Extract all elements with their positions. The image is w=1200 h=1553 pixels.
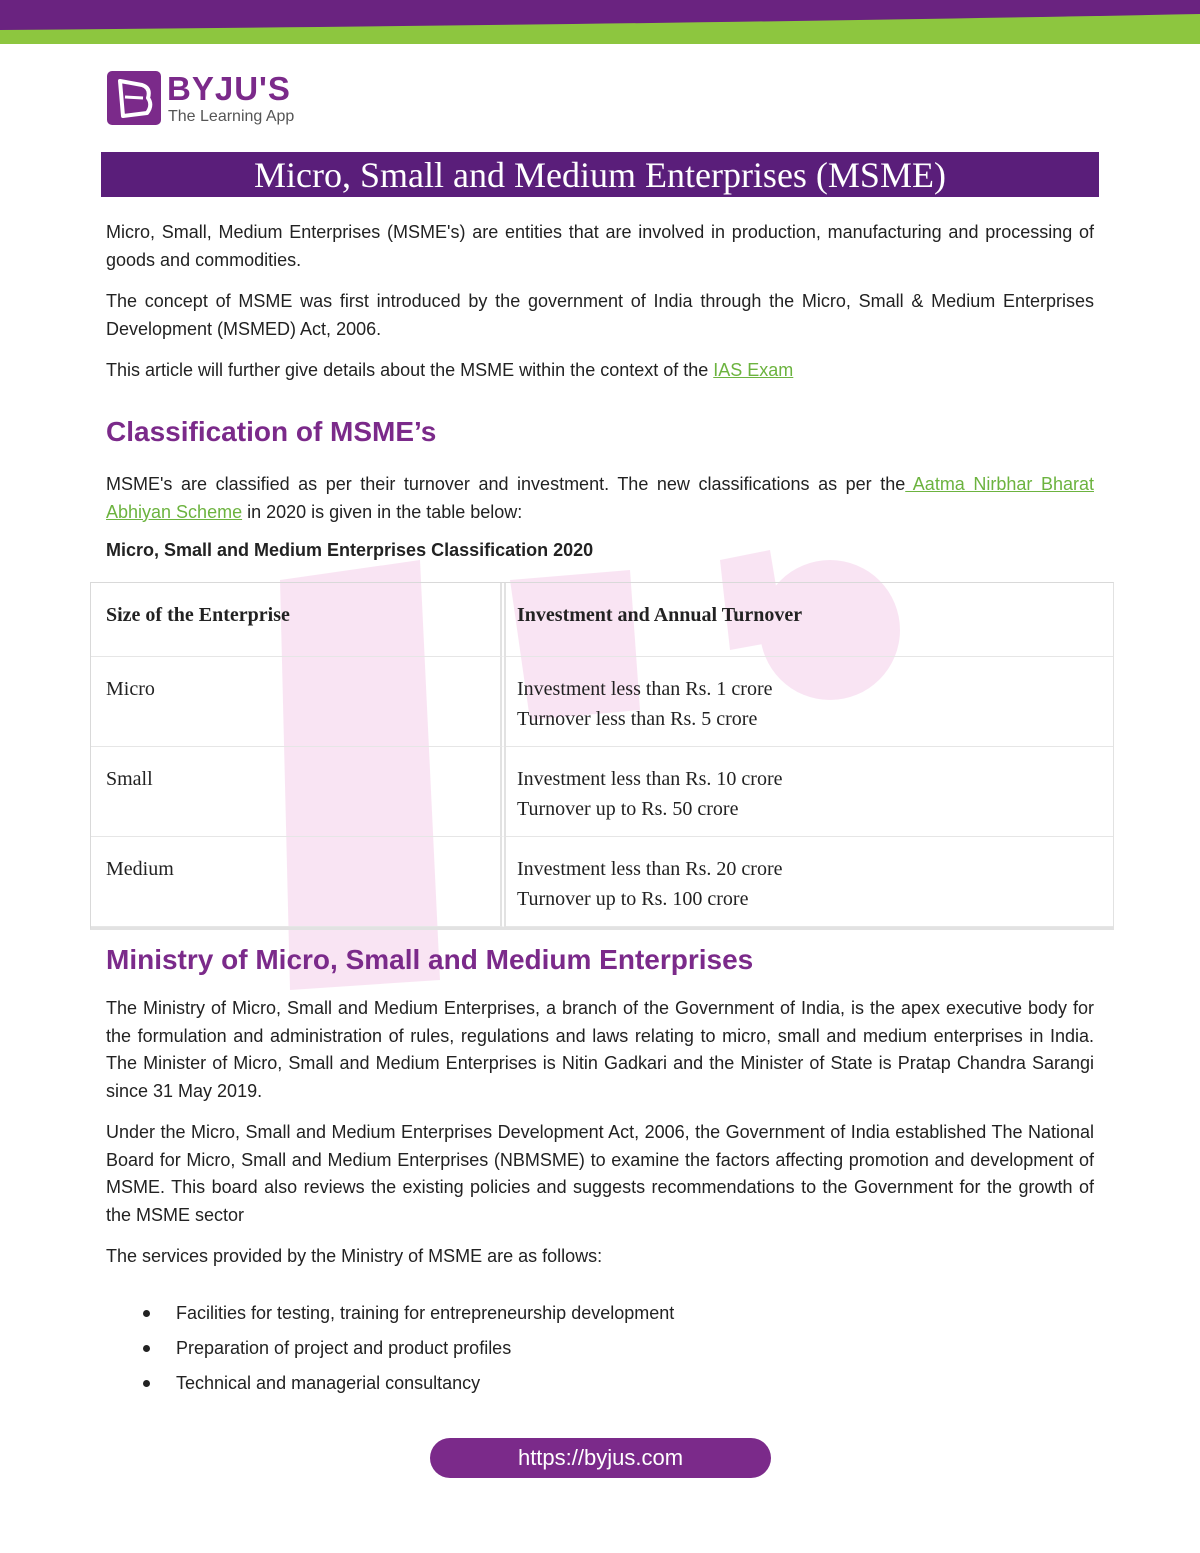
ministry-section [106, 995, 1094, 1285]
service-text: Technical and managerial consultancy [176, 1373, 481, 1393]
intro-paragraph-3-text: This article will further give details about the MSME within the context of the [106, 360, 714, 380]
header-investment-turnover: Investment and Annual Turnover [506, 583, 1113, 657]
service-text: Facilities for testing, training for entrepreneurship development [176, 1303, 675, 1323]
cell-investment-turnover [506, 747, 1113, 837]
classification-heading: Classification of MSME’s [106, 416, 437, 447]
cell-turnover: Turnover up to Rs. 50 crore [517, 798, 739, 820]
table-header-row [91, 583, 1113, 657]
list-item [140, 1296, 674, 1331]
logo-wordmark: BYJU'S [167, 70, 291, 107]
bullet-icon [143, 1345, 150, 1352]
cell-turnover: Turnover up to Rs. 100 crore [517, 888, 749, 910]
page-title: Micro, Small and Medium Enterprises (MSME) [101, 152, 1099, 197]
aatma-nirbhar-link[interactable]: Aatma Nirbhar Bharat Abhiyan Scheme [106, 474, 1094, 522]
cell-size: Small [91, 747, 506, 837]
intro-paragraph-3 [106, 357, 1094, 385]
footer-url-link[interactable]: https://byjus.com [430, 1438, 771, 1478]
intro-paragraph-2: The concept of MSME was first introduced by the government of India through the Micro, Small & Medium Enterprises Development (MSMED) Act, 2006. [106, 291, 1094, 339]
classification-text-before: MSME's are classified as per their turnover and investment. The new classifications as per the [106, 474, 906, 494]
table-row [91, 657, 1113, 747]
bullet-icon [143, 1310, 150, 1317]
ministry-paragraph-1: The Ministry of Micro, Small and Medium Enterprises, a branch of the Government of India, is the apex executive body for the formulation and administration of rules, regulations and laws relating to micro, small and medium enterprises in India. The Minister of Micro, Small and Medium Enterprises is Nitin Gadkari and the Minister of State is Pratap Chandra Sarangi since 31 May 2019. [106, 998, 1094, 1101]
cell-investment-turnover [506, 657, 1113, 747]
cell-turnover: Turnover less than Rs. 5 crore [517, 708, 758, 730]
cell-size: Medium [91, 837, 506, 927]
list-item [140, 1331, 674, 1366]
intro-section [106, 219, 1094, 399]
cell-investment-turnover [506, 837, 1113, 927]
top-decorative-band [0, 0, 1200, 44]
services-list [140, 1296, 674, 1401]
byjus-logo [104, 68, 324, 130]
ministry-heading: Ministry of Micro, Small and Medium Enterprises [106, 944, 754, 975]
ias-exam-link[interactable]: IAS Exam [713, 360, 794, 380]
msme-classification-table [90, 582, 1114, 930]
ministry-paragraph-2: Under the Micro, Small and Medium Enterprises Development Act, 2006, the Government of India established The National Board for Micro, Small and Medium Enterprises (NBMSME) to examine the factors affecting promotion and development of MSME. This board also reviews the existing policies and suggests recommendations to the Government for the growth of the MSME sector [106, 1122, 1094, 1225]
table-row [91, 837, 1113, 927]
logo-tagline: The Learning App [168, 108, 295, 125]
classification-paragraph [106, 471, 1094, 526]
cell-size: Micro [91, 657, 506, 747]
intro-paragraph-1: Micro, Small, Medium Enterprises (MSME's) are entities that are involved in production, manufacturing and processing of goods and commodities. [106, 222, 1094, 270]
list-item [140, 1366, 674, 1401]
cell-investment: Investment less than Rs. 10 crore [517, 768, 783, 790]
table-row [91, 747, 1113, 837]
table-caption: Micro, Small and Medium Enterprises Classification 2020 [106, 540, 594, 560]
logo-mark [107, 71, 161, 125]
cell-investment: Investment less than Rs. 20 crore [517, 858, 783, 880]
classification-text-after: in 2020 is given in the table below: [242, 501, 523, 522]
header-size: Size of the Enterprise [91, 583, 506, 657]
bullet-icon [143, 1380, 150, 1387]
ministry-paragraph-3: The services provided by the Ministry of MSME are as follows: [106, 1246, 603, 1266]
cell-investment: Investment less than Rs. 1 crore [517, 678, 773, 700]
service-text: Preparation of project and product profiles [176, 1338, 512, 1358]
